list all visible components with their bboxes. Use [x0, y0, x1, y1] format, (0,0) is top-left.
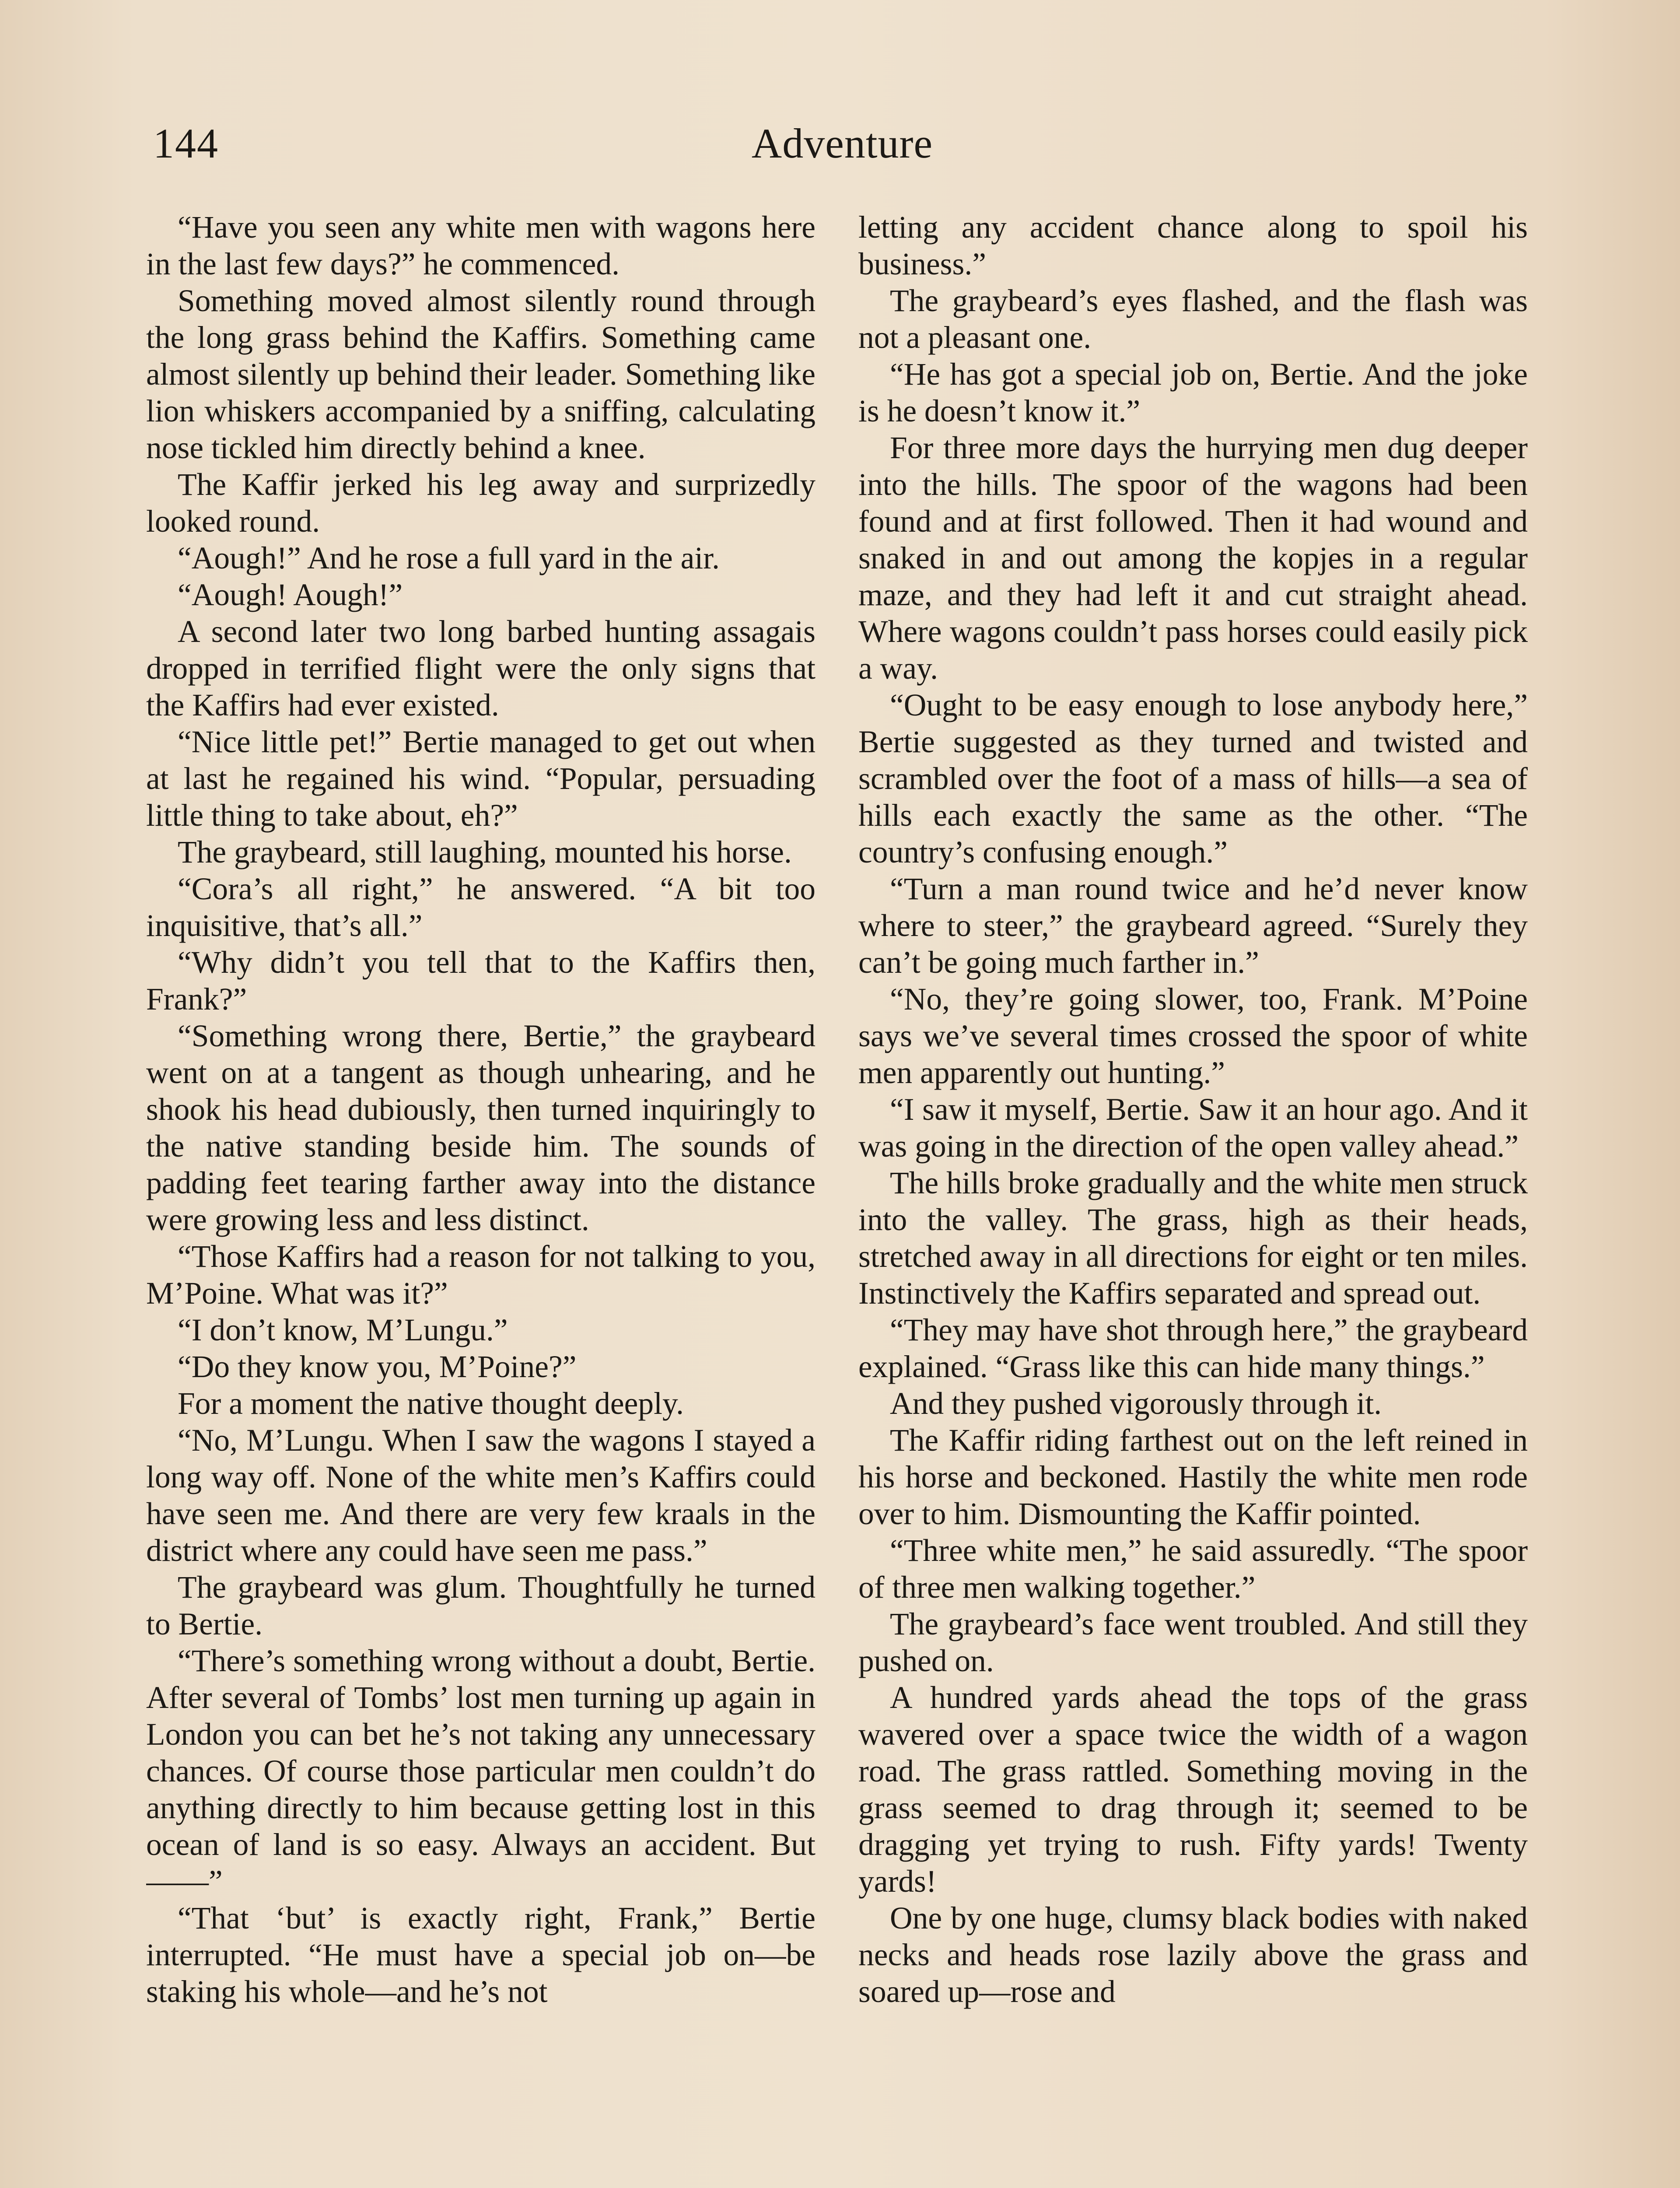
paragraph: And they pushed vigorously through it. [890, 1386, 1382, 1421]
paragraph: “Do they know you, M’Poine?” [178, 1350, 577, 1384]
paragraph: “Why didn’t you tell that to the Kaffirs then, Frank?” [146, 945, 816, 1017]
paragraph: “They may have shot through here,” the graybeard explained. “Grass like this can hide many things.” [858, 1313, 1528, 1384]
paragraph: One by one huge, clumsy black bodies with naked necks and heads rose lazily above the grass and soared up—rose and [858, 1901, 1528, 2009]
paragraph: The hills broke gradually and the white men struck into the valley. The grass, high as their heads, stretched away in all directions for eight or ten miles. Instinctively the Kaffirs separated and spread out. [858, 1166, 1528, 1311]
paragraph: “Aough! Aough!” [178, 578, 403, 612]
paragraph: The Kaffir riding farthest out on the left reined in his horse and beckoned. Hastily the white men rode over to him. Dismounting the Kaffir pointed. [858, 1423, 1528, 1531]
paragraph: Something moved almost silently round through the long grass behind the Kaffirs. Something came almost silently up behind their leader. Something like lion whiskers accompanied by a sniffing, calculating nose tickled him directly behind a knee. [146, 284, 816, 465]
paragraph: “I don’t know, M’Lungu.” [178, 1313, 508, 1347]
paragraph-continued: letting any accident chance along to spoil his business.” [858, 210, 1528, 281]
paragraph: “Ought to be easy enough to lose anybody here,” Bertie suggested as they turned and twisted and scrambled over the foot of a mass of hills—a sea of hills each exactly the same as the other. “The country’s confusing enough.” [858, 688, 1528, 870]
page-header [153, 119, 1531, 180]
paragraph: “Those Kaffirs had a reason for not talking to you, M’Poine. What was it?” [146, 1239, 816, 1311]
paragraph: The graybeard’s face went troubled. And still they pushed on. [858, 1607, 1528, 1678]
paragraph: “Aough!” And he rose a full yard in the air. [178, 541, 720, 575]
paragraph: “Nice little pet!” Bertie managed to get out when at last he regained his wind. “Popular, persuading little thing to take about, eh?” [146, 725, 816, 833]
paragraph: “There’s something wrong without a doubt, Bertie. After several of Tombs’ lost men turning up again in London you can bet he’s not taking any unnecessary chances. Of course those particular men couldn’t do anything directly to him because getting lost in this ocean of land is so easy. Always an accident. But——” [146, 1644, 816, 1899]
paragraph: The graybeard, still laughing, mounted his horse. [178, 835, 792, 870]
right-column [858, 209, 1528, 2188]
page-number: 144 [153, 120, 219, 167]
paragraph: “Cora’s all right,” he answered. “A bit too inquisitive, that’s all.” [146, 872, 816, 943]
paragraph: The graybeard was glum. Thoughtfully he turned to Bertie. [146, 1570, 816, 1641]
paragraph: “Something wrong there, Bertie,” the graybeard went on at a tangent as though unhearing, and he shook his head dubiously, then turned inquiringly to the native standing beside him. The sounds of padding feet tearing farther away into the distance were growing less and less distinct. [146, 1019, 816, 1237]
paragraph: “Turn a man round twice and he’d never know where to steer,” the graybeard agreed. “Surely they can’t be going much farther in.” [858, 872, 1528, 980]
paragraph: “He has got a special job on, Bertie. And the joke is he doesn’t know it.” [858, 357, 1528, 428]
paragraph: “No, M’Lungu. When I saw the wagons I stayed a long way off. None of the white men’s Kaffirs could have seen me. And there are very few kraals in the district where any could have seen me pass.” [146, 1423, 816, 1568]
paragraph: A hundred yards ahead the tops of the grass wavered over a space twice the width of a wagon road. The grass rattled. Something moving in the grass seemed to drag through it; seemed to be dragging yet trying to rush. Fifty yards! Twenty yards! [858, 1680, 1528, 1899]
paragraph: “Three white men,” he said assuredly. “The spoor of three men walking together.” [858, 1533, 1528, 1605]
paragraph: For three more days the hurrying men dug deeper into the hills. The spoor of the wagons had been found and at first followed. Then it had wound and snaked in and out among the kopjes in a regular maze, and they had left it and cut straight ahead. Where wagons couldn’t pass horses could easily pick a way. [858, 431, 1528, 686]
paragraph: For a moment the native thought deeply. [178, 1386, 684, 1421]
paragraph: The Kaffir jerked his leg away and surprizedly looked round. [146, 467, 816, 539]
paragraph: “Have you seen any white men with wagons here in the last few days?” he commenced. [146, 210, 816, 281]
left-column [146, 209, 816, 2188]
paragraph: “No, they’re going slower, too, Frank. M’Poine says we’ve several times crossed the spoor of white men apparently out hunting.” [858, 982, 1528, 1090]
paragraph: A second later two long barbed hunting assagais dropped in terrified flight were the only signs that the Kaffirs had ever existed. [146, 614, 816, 722]
paragraph: “That ‘but’ is exactly right, Frank,” Bertie interrupted. “He must have a special job on—be staking his whole—and he’s not [146, 1901, 816, 2009]
paragraph: “I saw it myself, Bertie. Saw it an hour ago. And it was going in the direction of the open valley ahead.” [858, 1092, 1528, 1164]
running-title: Adventure [751, 120, 933, 167]
paragraph: The graybeard’s eyes flashed, and the flash was not a pleasant one. [858, 284, 1528, 355]
